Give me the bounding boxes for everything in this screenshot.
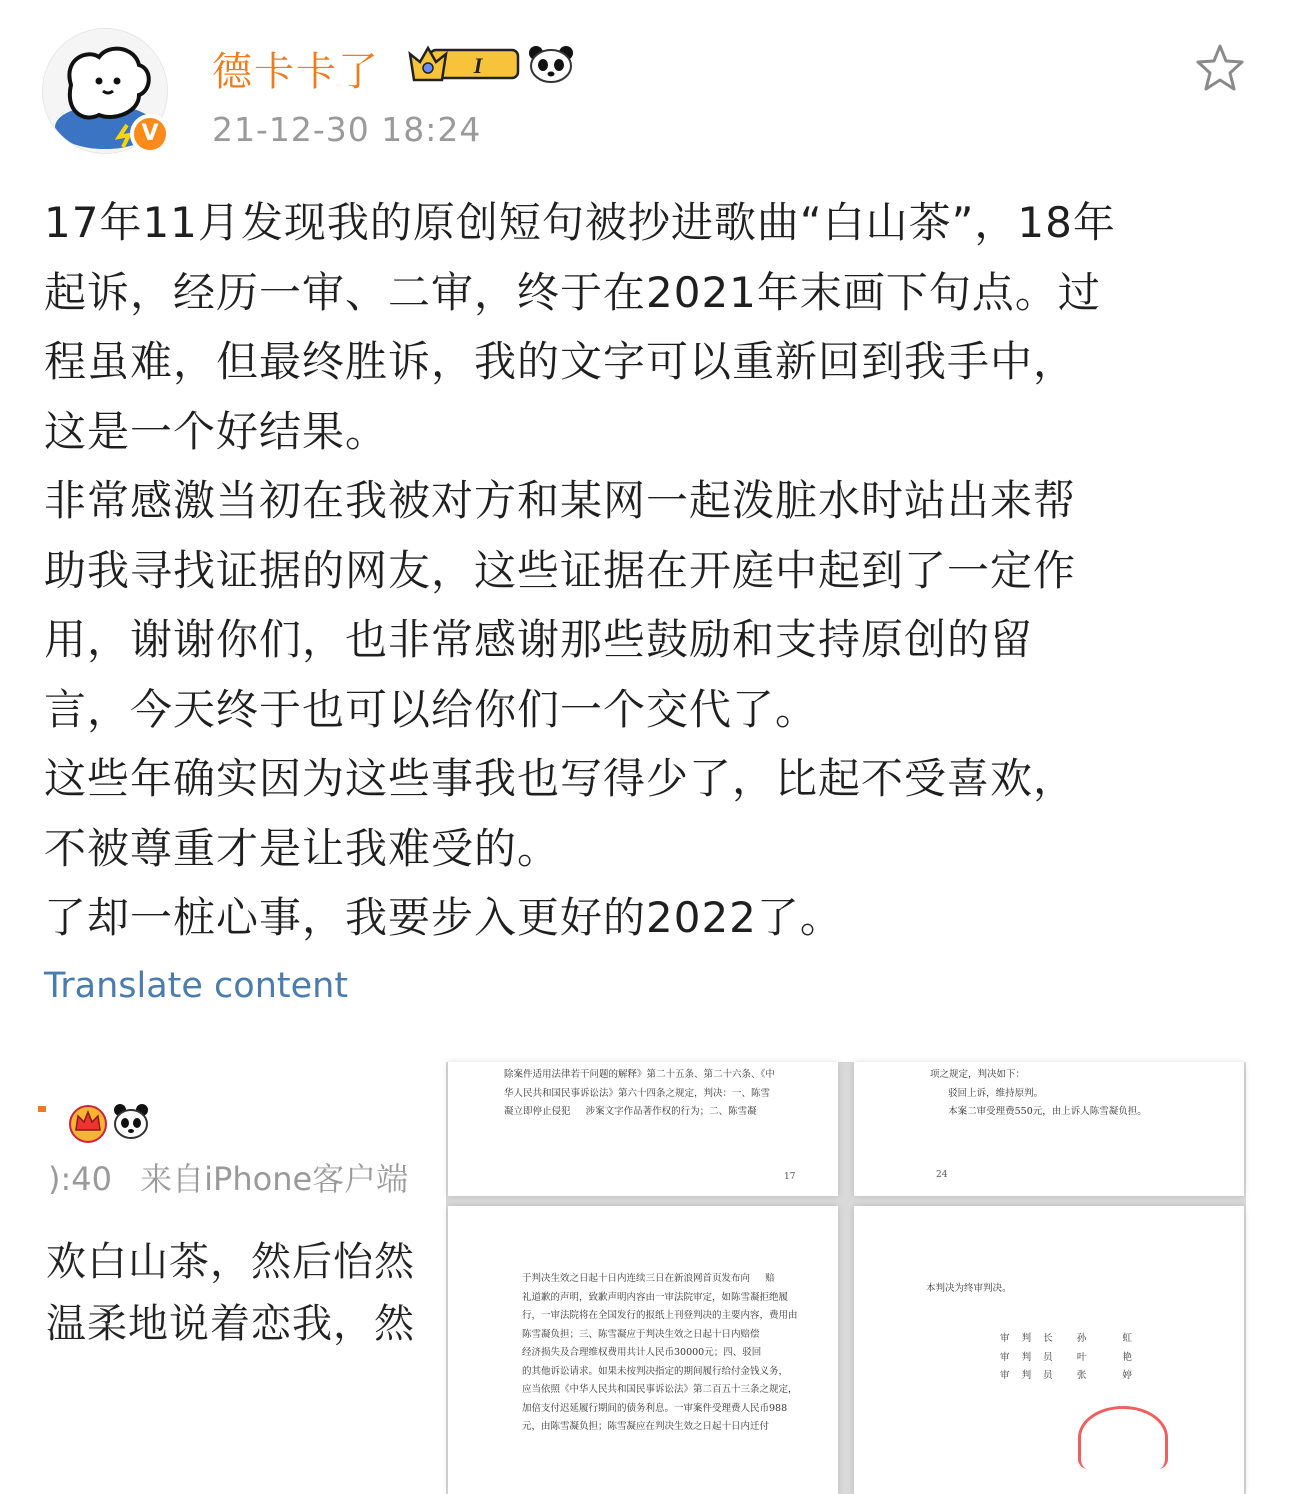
preview-card-line: 欢白山茶，然后怡然 [46,1239,415,1285]
document-image-2[interactable] [854,1062,1244,1196]
post-body [44,188,1254,953]
document-text: 项之规定，判决如下： 驳回上诉，维持原判。 本案二审受理费550元，由上诉人陈雪凝负担。 [930,1069,1147,1117]
document-page-number: 17 [784,1172,796,1182]
preview-card-source: 来自iPhone客户端 [140,1160,409,1198]
preview-card-line: 温柔地说着恋我，然 [46,1301,415,1347]
post-line: 不被尊重才是让我难受的。 [44,823,561,873]
cut-off-glyph-icon [38,1106,46,1112]
panda-icon [114,1104,148,1138]
post-line: 了却一桩心事，我要步入更好的2022了。 [44,893,843,942]
crown-icon [70,1106,106,1142]
preview-card[interactable] [0,1080,446,1494]
post-line: 言，今天终于也可以给你们一个交代了。 [44,684,819,734]
document-image-1[interactable] [448,1062,838,1196]
document-image-4[interactable] [854,1206,1244,1494]
post-line: 程虽难，但最终胜诉，我的文字可以重新回到我手中， [44,337,1077,386]
document-page-number: 24 [936,1170,948,1180]
preview-card-meta [48,1154,408,1200]
preview-card-icons [38,1100,148,1144]
post-line: 助我寻找证据的网友，这些证据在开庭中起到了一定作 [44,545,1077,595]
badge-level: I [473,53,483,78]
post-line: 17年11月发现我的原创短句被抄进歌曲“白山茶”，18年 [44,198,1116,247]
court-seal-icon [1078,1406,1168,1469]
translate-content-link[interactable]: Translate content [44,966,349,1006]
post-line: 用，谢谢你们，也非常感谢那些鼓励和支持原创的留 [44,615,1034,664]
post-line: 非常感激当初在我被对方和某网一起泼脏水时站出来帮 [44,476,1077,525]
star-icon[interactable] [1194,42,1246,94]
username[interactable]: 德卡卡了 [212,49,380,95]
crown-badge-icon[interactable] [408,44,520,84]
document-judges: 审 判 长 孙 虹 审 判 员 叶 艳 审 判 员 张 婷 [1000,1333,1133,1381]
post-line: 这是一个好结果。 [44,406,389,456]
preview-card-time: ):40 [48,1160,112,1198]
panda-icon [527,44,575,84]
post-timestamp: 21-12-30 18:24 [212,110,482,149]
post-line: 这些年确实因为这些事我也写得少了，比起不受喜欢， [44,754,1077,803]
verified-icon: V [130,114,170,154]
document-text: 本判决为终审判决。 [926,1283,1012,1294]
document-text: 除案件适用法律若干问题的解释》第二十五条、第二十六条、《中 华人民共和国民事诉讼法》第六十四条之规定，判决：一、陈雪 凝立即停止侵犯 涉案文字作品著作权的行为；二、陈雪凝 [504,1069,775,1117]
post-header [0,0,1290,170]
post-line: 起诉，经历一审、二审，终于在2021年末画下句点。过 [44,267,1101,317]
document-text: 于判决生效之日起十日内连续三日在新浪网首页发布向 赔 礼道歉的声明，致歉声明内容由一审法院审定，如陈雪凝拒绝履 行，一审法院将在全国发行的报纸上刊登判决的主要内容，费用由 陈雪凝负担；三、陈雪凝应于判决生效之日起十日内赔偿 经济损失及合理维权费用共计人民币30000元；四、驳回 的其他诉讼请求。如果未按判决指定的期间履行给付金钱义务， 应当依照《中华人民共和国民事诉讼法》第二百五十三条之规定， 加倍支付迟延履行期间的债务利息。一审案件受理费人民币988 元，由陈雪凝负担；陈雪凝应在判决生效之日起十日内迁付 [522,1273,798,1432]
document-image-3[interactable] [448,1206,838,1494]
